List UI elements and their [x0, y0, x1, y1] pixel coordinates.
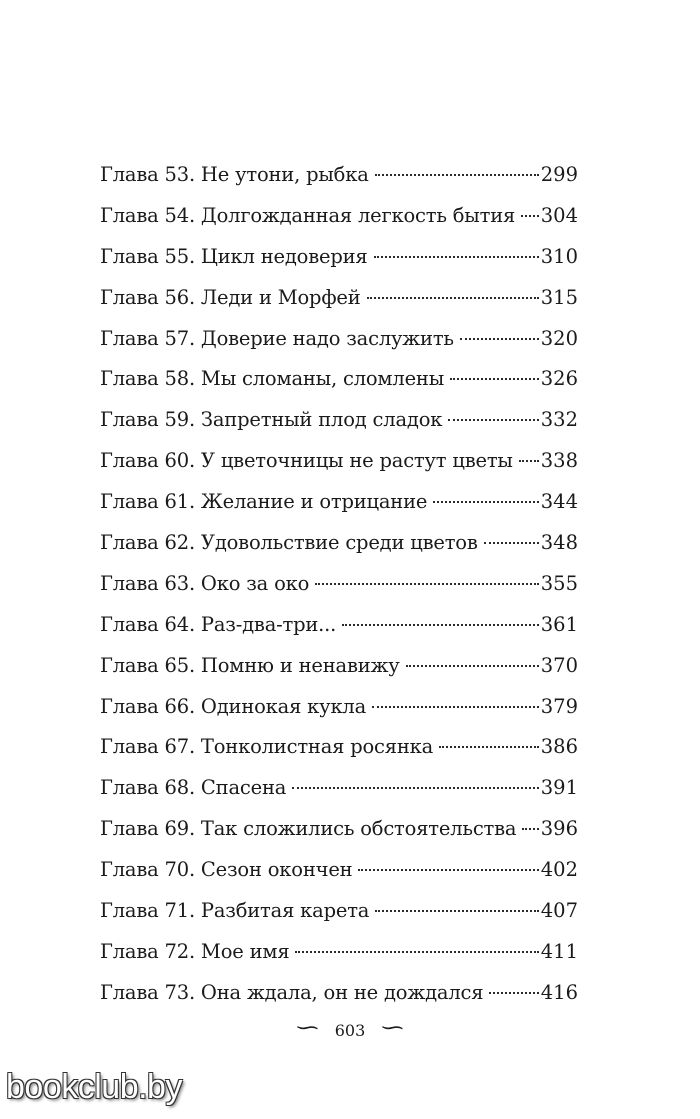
dot-leader	[406, 665, 539, 667]
dot-leader	[374, 256, 539, 258]
chapter-title: Глава 73. Она ждала, он не дождался	[100, 980, 484, 1004]
chapter-page-number: 310	[540, 244, 578, 268]
toc-entry	[100, 523, 578, 564]
dot-leader	[315, 583, 539, 585]
dot-leader	[484, 542, 539, 544]
toc-entry	[100, 196, 578, 237]
dot-leader	[375, 174, 539, 176]
toc-entry	[100, 768, 578, 809]
chapter-page-number: 344	[540, 490, 578, 514]
dot-leader	[489, 992, 538, 994]
chapter-page-number: 416	[540, 980, 578, 1004]
toc-entry	[100, 687, 578, 728]
chapter-page-number: 402	[540, 858, 578, 882]
chapter-page-number: 391	[540, 776, 578, 800]
chapter-title: Глава 70. Сезон окончен	[100, 858, 353, 882]
dot-leader	[372, 706, 539, 708]
toc-entry	[100, 891, 578, 932]
chapter-title: Глава 64. Раз-два-три...	[100, 612, 337, 636]
chapter-title: Глава 61. Желание и отрицание	[100, 490, 428, 514]
chapter-page-number: 411	[540, 939, 578, 963]
dot-leader	[433, 501, 539, 503]
chapter-title: Глава 59. Запретный плод сладок	[100, 408, 443, 432]
chapter-title: Глава 71. Разбитая карета	[100, 899, 370, 923]
chapter-title: Глава 68. Спасена	[100, 776, 287, 800]
dot-leader	[521, 215, 539, 217]
toc-entry	[100, 809, 578, 850]
toc-entry	[100, 727, 578, 768]
chapter-page-number: 361	[540, 612, 578, 636]
dot-leader	[522, 828, 538, 830]
dot-leader	[358, 869, 538, 871]
chapter-page-number: 355	[540, 571, 578, 595]
chapter-page-number: 299	[540, 163, 578, 186]
right-ornament-icon: ∽	[379, 1015, 407, 1039]
chapter-page-number: 320	[540, 326, 578, 350]
chapter-page-number: 304	[540, 203, 578, 227]
chapter-page-number: 379	[540, 694, 578, 718]
dot-leader	[292, 787, 539, 789]
chapter-page-number: 315	[540, 285, 578, 309]
dot-leader	[375, 910, 539, 912]
toc-entry	[100, 564, 578, 605]
chapter-page-number: 348	[540, 531, 578, 555]
toc-entry	[100, 441, 578, 482]
chapter-page-number: 407	[540, 899, 578, 923]
chapter-title: Глава 65. Помню и ненавижу	[100, 653, 400, 677]
chapter-title: Глава 66. Одинокая кукла	[100, 694, 367, 718]
chapter-title: Глава 62. Удовольствие среди цветов	[100, 531, 478, 555]
dot-leader	[295, 951, 538, 953]
toc-entry	[100, 237, 578, 278]
chapter-title: Глава 60. У цветочницы не растут цветы	[100, 449, 513, 473]
chapter-title: Глава 55. Цикл недоверия	[100, 244, 368, 268]
toc-entry	[100, 850, 578, 891]
left-ornament-icon: ∽	[293, 1015, 321, 1039]
watermark: bookclub.by	[6, 1068, 182, 1106]
toc-entry	[100, 359, 578, 400]
toc-entry	[100, 155, 578, 196]
table-of-contents	[100, 155, 578, 1014]
chapter-title: Глава 57. Доверие надо заслужить	[100, 326, 454, 350]
dot-leader	[450, 378, 539, 380]
dot-leader	[519, 460, 539, 462]
toc-entry	[100, 319, 578, 360]
chapter-page-number: 338	[540, 449, 578, 473]
dot-leader	[448, 419, 539, 421]
dot-leader	[367, 297, 539, 299]
chapter-page-number: 386	[540, 735, 578, 759]
dot-leader	[342, 624, 539, 626]
dot-leader	[460, 338, 539, 340]
toc-entry	[100, 278, 578, 319]
chapter-page-number: 326	[540, 367, 578, 391]
chapter-page-number: 396	[540, 817, 578, 841]
chapter-title: Глава 54. Долгожданная легкость бытия	[100, 203, 516, 227]
dot-leader	[439, 746, 539, 748]
chapter-title: Глава 58. Мы сломаны, сломлены	[100, 367, 445, 391]
chapter-title: Глава 63. Око за око	[100, 571, 310, 595]
chapter-page-number: 370	[540, 653, 578, 677]
toc-entry	[100, 605, 578, 646]
chapter-title: Глава 69. Так сложились обстоятельства	[100, 817, 517, 841]
chapter-title: Глава 67. Тонколистная росянка	[100, 735, 434, 759]
toc-entry	[100, 932, 578, 973]
toc-entry	[100, 646, 578, 687]
toc-entry	[100, 400, 578, 441]
toc-entry	[100, 973, 578, 1014]
chapter-page-number: 332	[540, 408, 578, 432]
chapter-title: Глава 72. Мое имя	[100, 939, 290, 963]
chapter-title: Глава 53. Не утони, рыбка	[100, 163, 369, 186]
page-footer	[0, 1017, 700, 1043]
page-number: 603	[334, 1021, 366, 1040]
toc-entry	[100, 482, 578, 523]
chapter-title: Глава 56. Леди и Морфей	[100, 285, 361, 309]
